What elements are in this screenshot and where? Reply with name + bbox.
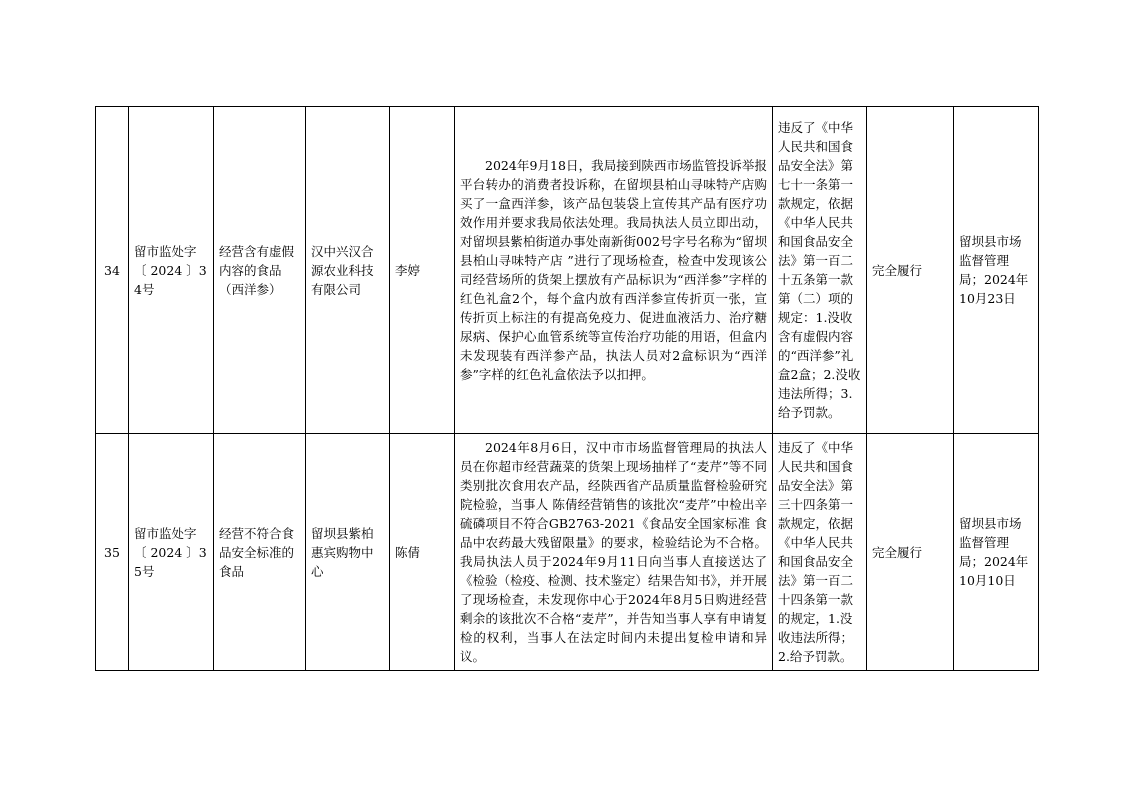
decision-document-number: 留市监处字〔 2024 〕34号	[129, 107, 214, 434]
table-row	[96, 107, 1039, 434]
table-row	[96, 434, 1039, 671]
party-name: 汉中兴汉合源农业科技有限公司	[306, 107, 390, 434]
case-number: 35	[96, 434, 129, 671]
violation-facts	[455, 107, 773, 434]
authority-and-date: 留坝县市场监督管理局；2024年10月10日	[954, 434, 1039, 671]
authority-and-date: 留坝县市场监督管理局；2024年10月23日	[954, 107, 1039, 434]
legal-representative: 陈倩	[390, 434, 455, 671]
party-name: 留坝县紫柏惠宾购物中心	[306, 434, 390, 671]
penalty-records-table	[95, 106, 1039, 671]
violation-facts	[455, 434, 773, 671]
penalty-basis-and-content: 违反了《中华人民共和国食品安全法》第七十一条第一款规定，依据《中华人民共和国食品安全法》第一百二十五条第一款第（二）项的规定：1.没收含有虚假内容的“西洋参”礼盒2盒；2.没收违法所得；3.给予罚款。	[773, 107, 867, 434]
violation-facts-text: 2024年9月18日，我局接到陕西市场监管投诉举报平台转办的消费者投诉称，在留坝县柏山寻味特产店购买了一盒西洋参，该产品包装袋上宣传其产品有医疗功效作用并要求我局依法处理。我局执法人员立即出动，对留坝县紫柏街道办事处南新街002号字号名称为“留坝县柏山寻味特产店 ”进行了现场检查，检查中发现该公司经营场所的货架上摆放有产品标识为“西洋参”字样的红色礼盒2个，每个盒内放有西洋参宣传折页一张，宣传折页上标注的有提高免疫力、促进血液活力、治疗糖尿病、保护心血管系统等宣传治疗功能的用语，但盒内未发现装有西洋参产品，执法人员对2盒标识为“西洋参”字样的红色礼盒依法予以扣押。	[460, 158, 767, 382]
violation-facts-text: 2024年8月6日，汉中市市场监督管理局的执法人员在你超市经营蔬菜的货架上现场抽样了“麦芹”等不同类别批次食用农产品，经陕西省产品质量监督检验研究院检验，当事人 陈倩经营销售的该批次“麦芹”中检出辛硫磷项目不符合GB2763-2021《食品安全国家标准 食品中农药最大残留限量》的要求，检验结论为不合格。我局执法人员于2024年9月11日向当事人直接送达了《检验（检疫、检测、技术鉴定）结果告知书》，并开展了现场检查，未发现你中心于2024年8月5日购进经营剩余的该批次不合格“麦芹”，并告知当事人享有申请复检的权利，当事人在法定时间内未提出复检申请和异议。	[460, 440, 767, 664]
violation-type: 经营不符合食品安全标准的食品	[214, 434, 306, 671]
case-number: 34	[96, 107, 129, 434]
execution-status: 完全履行	[867, 434, 954, 671]
penalty-basis-and-content: 违反了《中华人民共和国食品安全法》第三十四条第一款规定，依据《中华人民共和国食品安全法》第一百二十四条第一款的规定，1.没收违法所得；2.给予罚款。	[773, 434, 867, 671]
decision-document-number: 留市监处字〔 2024 〕35号	[129, 434, 214, 671]
violation-type: 经营含有虚假内容的食品（西洋参）	[214, 107, 306, 434]
legal-representative: 李婷	[390, 107, 455, 434]
execution-status: 完全履行	[867, 107, 954, 434]
